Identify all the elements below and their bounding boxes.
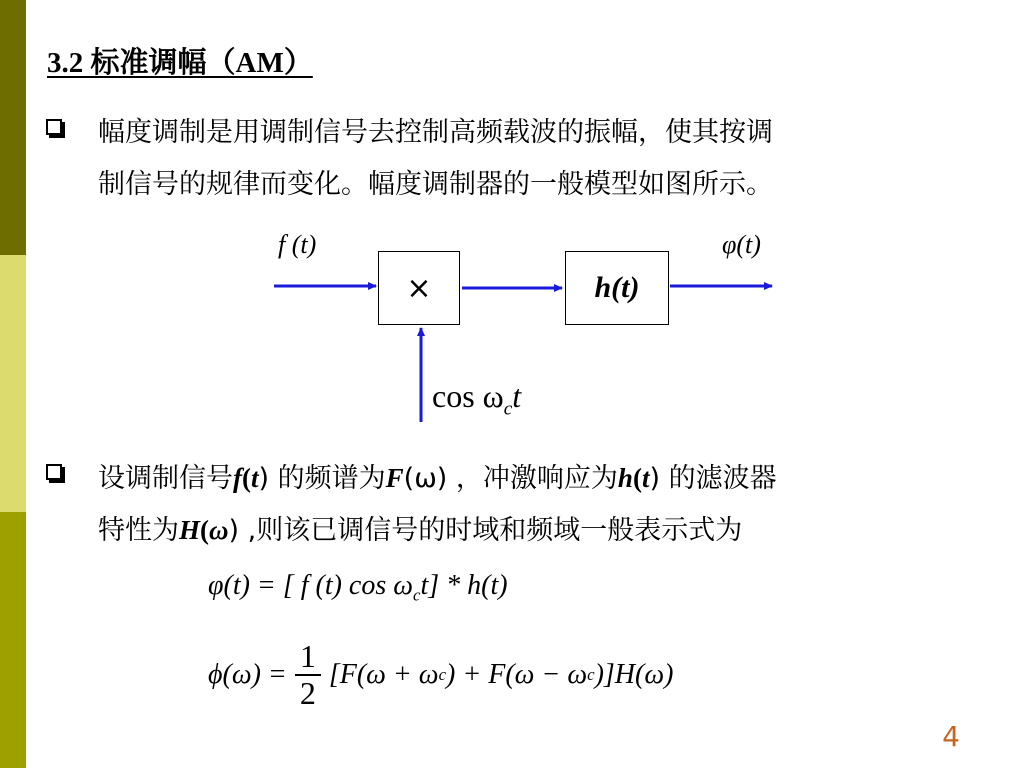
freq-domain-equation: ϕ(ω) = 1 2 [F(ω + ω c ) + F(ω − ω c )]H(ω) [208, 637, 674, 711]
multiplier-block [378, 251, 460, 325]
bullet1-line1: 幅度调制是用调制信号去控制高频载波的振幅，使其按调 [98, 117, 773, 148]
output-signal-label: φ(t) [722, 230, 761, 259]
fraction-denominator: 2 [299, 675, 316, 711]
fraction-numerator: 1 [299, 637, 316, 674]
page-title: 3.2 标准调幅（AM） [47, 47, 313, 79]
bullet2-line2: 特性为H(ω) ,则该已调信号的时域和频域一般表示式为 [98, 515, 743, 546]
time-domain-equation: φ(t) = [ f (t) $\cos \omega_ct] * h(t)$ [208, 570, 508, 605]
filter-block [565, 251, 669, 325]
bullet1-line2: 制信号的规律而变化。幅度调制器的一般模型如图所示。 [98, 169, 773, 200]
sidebar-bar-light [0, 255, 26, 512]
bullet2-line1: 设调制信号f(t) 的频谱为F(ω) ，冲激响应为h(t) 的滤波器 [98, 463, 777, 494]
page-number: 4 [942, 720, 960, 753]
carrier-label: $\cos \omega_ct$ [432, 378, 522, 420]
bullet-icon [46, 464, 62, 480]
input-signal-label: f (t) [278, 230, 317, 259]
sidebar-bar-mid [0, 512, 26, 768]
filter-label: h(t) [594, 271, 640, 304]
fraction [295, 639, 321, 711]
bullet-icon [46, 119, 62, 135]
multiply-icon: × [406, 270, 432, 306]
sidebar-bar-dark [0, 0, 26, 255]
